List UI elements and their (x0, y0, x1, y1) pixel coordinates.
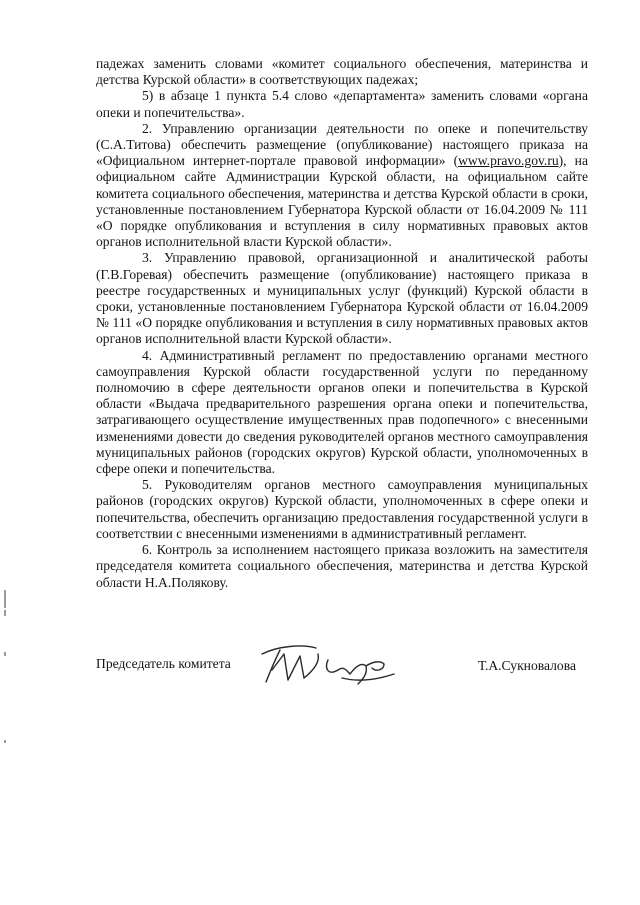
item-5-paragraph: 5) в абзаце 1 пункта 5.4 слово «департамента» заменить словами «органа опеки и попечительства». (96, 88, 588, 120)
document-body (96, 56, 588, 591)
scan-mark (4, 740, 6, 743)
paragraph-6: 6. Контроль за исполнением настоящего приказа возложить на заместителя председателя комитета социального обеспечения, материнства и детства Курской области Н.А.Полякову. (96, 542, 588, 590)
paragraph-5: 5. Руководителям органов местного самоуправления муниципальных районов (городских округов) Курской области, уполномоченных в сфере опеки и попечительства, обеспечить организацию предоставления государственной услуги в соответствии с внесенными изменениями в административный регламент. (96, 477, 588, 541)
paragraph-2 (96, 121, 588, 251)
scan-mark (4, 610, 6, 616)
paragraph-2-text-end: ), на официальном сайте Администрации Курской области, на официальном сайте комитета социального обеспечения, материнства и детства Курской области в сроки, установленные постановлением Губернатора Курской области от 16.04.2009 № 111 «О порядке опубликования и вступления в силу нормативных правовых актов органов исполнительной власти Курской области». (96, 153, 588, 250)
signer-name: Т.А.Сукновалова (478, 658, 577, 673)
paragraph-2-text-start: 2. Управлению организации деятельности по опеке и попечительству (С.А.Титова) обеспечить размещение (опубликование) настоящего приказа на «Официальном интернет-портале правовой информации» ( (96, 120, 588, 169)
paragraph-3: 3. Управлению правовой, организационной и аналитической работы (Г.В.Горевая) обеспечить размещение (опубликование) настоящего приказа в реестре государственных и муниципальных услуг (функций) Курской области в сроки, установленные постановлением Губернатора Курской области от 16.04.2009 № 111 «О порядке опубликования и вступления в силу нормативных правовых актов органов исполнительной власти Курской области». (96, 250, 588, 347)
scan-mark (4, 652, 6, 656)
signer-position: Председатель комитета (96, 656, 231, 671)
paragraph-4: 4. Административный регламент по предоставлению органами местного самоуправления Курской области государственной услуги по переданному полномочию в сфере деятельности органов опеки и попечительства в Курской области «Выдача предварительного разрешения органа опеки и попечительства, затрагивающего осуществление имущественных прав подопечного» с внесенными изменениями довести до сведения руководителей органов местного самоуправления муниципальных районов (городских округов) Курской области, уполномоченных в сфере опеки и попечительства. (96, 347, 588, 477)
handwritten-signature (258, 640, 398, 690)
fragment-paragraph: падежах заменить словами «комитет социального обеспечения, материнства и детства Курской области» в соответствующих падежах; (96, 56, 588, 88)
pravo-link[interactable]: www.pravo.gov.ru (458, 153, 559, 169)
scan-mark (4, 590, 6, 608)
